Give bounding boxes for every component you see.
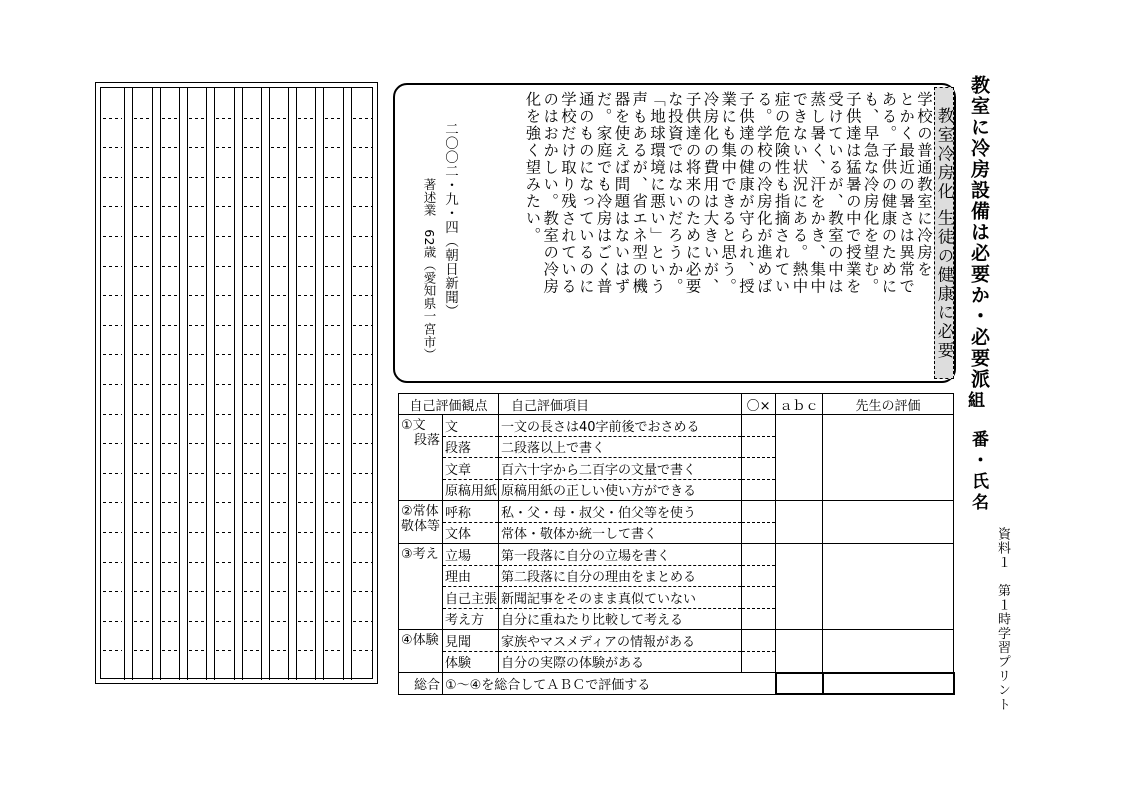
category-label: 敬体等 [401, 519, 441, 534]
article-column: る。学校の冷房化が進めば [754, 91, 773, 295]
article-column: 「地球環境に悪い」という [648, 91, 666, 295]
article-headline: 教室冷房化 生徒の健康に必要 [934, 87, 954, 379]
check-cell[interactable] [742, 522, 776, 544]
category-label: ③考え [401, 547, 439, 562]
sub-viewpoint: 見聞 [443, 630, 499, 652]
evaluation-item: 新聞記事をそのまま真似ていない [499, 587, 742, 609]
name-label: 番・氏名 [968, 430, 988, 514]
check-cell[interactable] [742, 479, 776, 501]
header-check: 〇× [742, 394, 776, 415]
check-cell[interactable] [742, 630, 776, 652]
category-cell [399, 630, 443, 673]
sub-viewpoint: 文 [443, 415, 499, 437]
category-label: ①文 [401, 418, 426, 433]
article-column: 蒸し暑く、汗をかき、集中 [808, 91, 827, 295]
header-item: 自己評価項目 [499, 394, 742, 415]
evaluation-item: 第二段落に自分の理由をまとめる [499, 565, 742, 587]
category-cell [399, 415, 443, 501]
category-label: ②常体 [401, 504, 439, 519]
sub-viewpoint: 段落 [443, 436, 499, 458]
grade-cell[interactable] [776, 415, 823, 501]
evaluation-item: 百六十字から二百字の文量で書く [499, 458, 742, 480]
article-column: 業にも集中できると思う。 [719, 91, 738, 295]
article-column: 学校だけ取り残されている [559, 91, 577, 295]
table-header-row [399, 394, 954, 415]
sub-viewpoint: 立場 [443, 544, 499, 566]
article-column: 学校の普通教室に冷房を [915, 91, 933, 278]
manuscript-grid[interactable] [95, 82, 378, 684]
article-column: とかく最近の暑さは異常で [897, 91, 916, 295]
check-cell[interactable] [742, 458, 776, 480]
evaluation-item: 私・父・母・叔父・伯父等を使う [499, 501, 742, 523]
article-column: 器を使えば問題はないはず [612, 91, 631, 295]
total-teacher-cell[interactable] [823, 673, 954, 695]
article-author: 著述業 62歳（愛知県一宮市） [422, 178, 437, 361]
sub-viewpoint: 呼称 [443, 501, 499, 523]
article-column: ある。子供の健康のために [879, 91, 898, 295]
check-cell[interactable] [742, 501, 776, 523]
grade-cell[interactable] [776, 544, 823, 630]
article-column: 化を強く望みたい。 [523, 91, 542, 244]
teacher-eval-cell[interactable] [823, 415, 954, 501]
teacher-eval-cell[interactable] [823, 544, 954, 630]
sub-viewpoint: 理由 [443, 565, 499, 587]
total-grade-cell[interactable] [776, 673, 823, 695]
header-teacher: 先生の評価 [823, 394, 954, 415]
check-cell[interactable] [742, 415, 776, 437]
evaluation-item: 一文の長さは40字前後でおさめる [499, 415, 742, 437]
evaluation-item: 二段落以上で書く [499, 436, 742, 458]
sub-viewpoint: 考え方 [443, 608, 499, 630]
check-cell[interactable] [742, 587, 776, 609]
check-cell[interactable] [742, 544, 776, 566]
article-column: 声もあるが、省エネ型の機 [630, 91, 649, 295]
teacher-eval-cell[interactable] [823, 630, 954, 673]
page-title: 教室に冷房設備は必要か・必要派 [968, 75, 990, 390]
total-row [399, 673, 954, 695]
document-subtitle: 資料１ 第１時学習プリント [995, 527, 1010, 712]
evaluation-item: 原稿用紙の正しい使い方ができる [499, 479, 742, 501]
manuscript-lines [101, 88, 374, 680]
article-column: 症の危険性も指摘されてい [772, 91, 791, 295]
category-cell [399, 501, 443, 544]
article-date: 二〇〇二・九・四（朝日新聞） [442, 122, 458, 318]
header-viewpoint: 自己評価観点 [399, 394, 499, 415]
manuscript-grid-inner [100, 87, 373, 679]
evaluation-item: 第一段落に自分の立場を書く [499, 544, 742, 566]
table-row [399, 415, 954, 437]
class-label: 組 [968, 391, 985, 411]
self-evaluation-table [398, 393, 953, 707]
table-row [399, 630, 954, 652]
sub-viewpoint: 自己主張 [443, 587, 499, 609]
sub-viewpoint: 文体 [443, 522, 499, 544]
evaluation-item: 常体・敬体か統一して書く [499, 522, 742, 544]
category-label: 段落 [413, 433, 440, 448]
grade-cell[interactable] [776, 630, 823, 673]
sub-viewpoint: 原稿用紙 [443, 479, 499, 501]
sub-viewpoint: 体験 [443, 651, 499, 673]
evaluation-item: 自分の実際の体験がある [499, 651, 742, 673]
article-column: も、早急な冷房化を望む。 [861, 91, 880, 295]
article-column: のはおかしい。教室の冷房 [541, 91, 560, 295]
check-cell[interactable] [742, 436, 776, 458]
grade-cell[interactable] [776, 501, 823, 544]
check-cell[interactable] [742, 651, 776, 673]
newspaper-article [393, 83, 956, 383]
evaluation-item: 家族やマスメディアの情報がある [499, 630, 742, 652]
table-row [399, 501, 954, 523]
article-column: 子供達の健康が守られ、授 [737, 91, 755, 295]
teacher-eval-cell[interactable] [823, 501, 954, 544]
sub-viewpoint: 文章 [443, 458, 499, 480]
article-column: 受けているが、教室の中は [826, 91, 844, 295]
check-cell[interactable] [742, 608, 776, 630]
article-column: な投資ではないだろうか。 [665, 91, 684, 295]
check-cell[interactable] [742, 565, 776, 587]
article-column: 冷房化の費用は大きいが、 [701, 91, 720, 295]
article-column: だ。家庭でも冷房はごく普 [594, 91, 613, 295]
total-label: 総合 [399, 673, 443, 695]
article-column: 通のものになっているのに [576, 91, 595, 295]
article-column: 子供達は猛暑の中で授業を [843, 91, 862, 295]
header-grade: ａｂｃ [776, 394, 823, 415]
category-cell [399, 544, 443, 630]
article-column: できない状況にある。熱中 [790, 91, 809, 295]
article-column: 子供達の将来のために必要 [683, 91, 702, 295]
evaluation-item: 自分に重ねたり比較して考える [499, 608, 742, 630]
total-item: ①～④を総合してＡＢＣで評価する [443, 673, 776, 695]
category-label: ④体験 [401, 633, 439, 648]
table-row [399, 544, 954, 566]
